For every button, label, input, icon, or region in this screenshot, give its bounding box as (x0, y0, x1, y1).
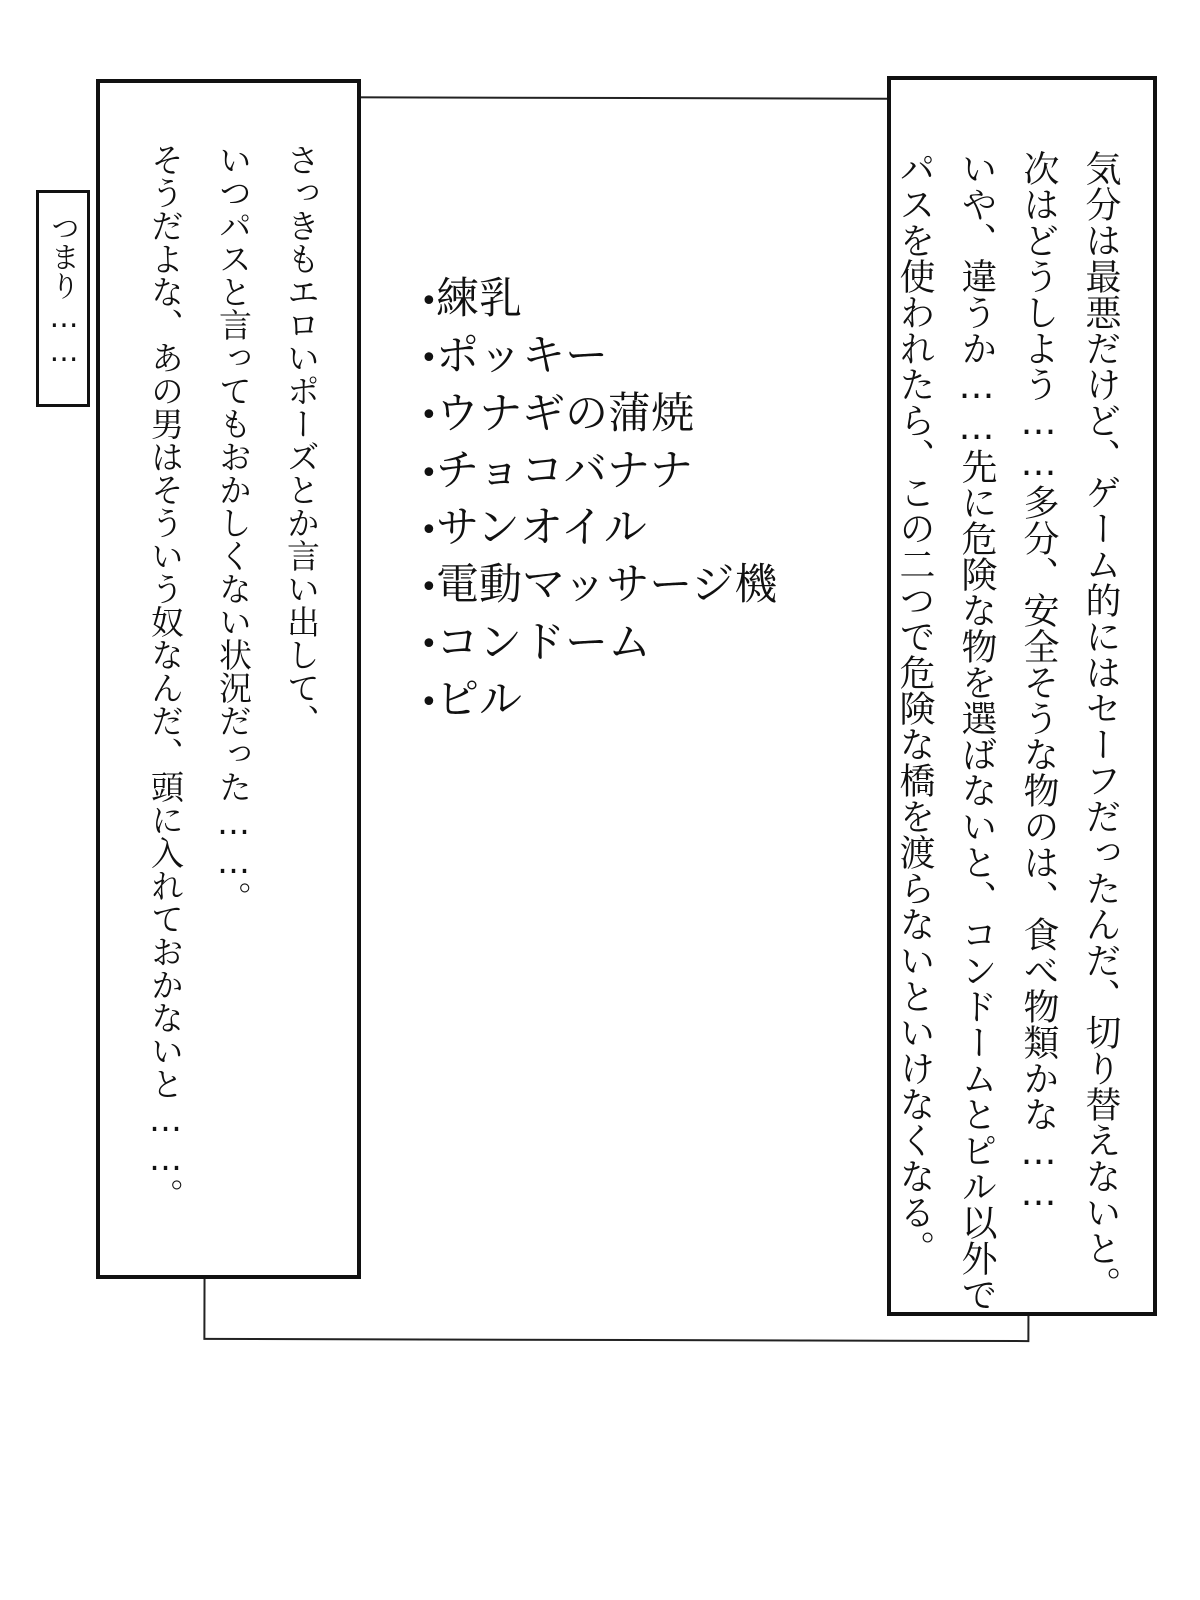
narration-line: パスを使われたら、この二つで危険な橋を渡らないといけなくなる。 (894, 150, 935, 1266)
list-item (420, 673, 777, 730)
item-label: 練乳 (436, 274, 522, 324)
narration-line: そうだよな、あの男はそういう奴なんだ、頭に入れておかないと……。 (146, 143, 185, 1211)
list-item (420, 387, 777, 444)
item-label: サンオイル (436, 503, 647, 553)
narration-line: 気分は最悪だけど、ゲーム的にはセーフだったんだ、切り替えないと。 (1080, 150, 1121, 1302)
list-item (420, 329, 777, 386)
list-item (420, 501, 777, 558)
narration-box-left (96, 79, 361, 1279)
item-label: チョコバナナ (436, 445, 693, 496)
narration-box-tsumari (36, 190, 90, 407)
item-label: ポッキー (436, 331, 608, 382)
item-label: コンドーム (436, 617, 651, 668)
bullet: • (420, 627, 438, 663)
bullet: • (420, 570, 438, 605)
bullet: • (420, 455, 438, 491)
bullet: • (420, 684, 438, 720)
narration-line: いや、違うか……先に危険な物を選ばないと、コンドームとピル以外で (956, 150, 997, 1312)
narration-box-right (887, 76, 1157, 1316)
narration-line: いつパスと言ってもおかしくない状況だった……。 (214, 143, 253, 914)
list-item (420, 272, 777, 329)
list-item (420, 444, 777, 501)
bullet: • (420, 398, 438, 434)
item-label: ピル (436, 674, 522, 725)
bullet: • (420, 512, 438, 548)
narration-line: さっきもエロいポーズとか言い出して、 (282, 143, 321, 737)
narration-text-tsumari: つまり…… (47, 213, 81, 368)
bullet: • (420, 283, 438, 319)
narration-text-left (131, 143, 335, 1211)
item-label: ウナギの蒲焼 (436, 388, 694, 439)
narration-text-right (883, 150, 1131, 1312)
item-list (420, 272, 777, 730)
list-item (420, 616, 777, 673)
item-label: 電動マッサージ機 (436, 560, 778, 611)
narration-line: 次はどうしよう……多分、安全そうな物のは、食べ物類かな…… (1018, 150, 1059, 1214)
list-item (420, 558, 777, 615)
bullet: • (420, 341, 438, 376)
